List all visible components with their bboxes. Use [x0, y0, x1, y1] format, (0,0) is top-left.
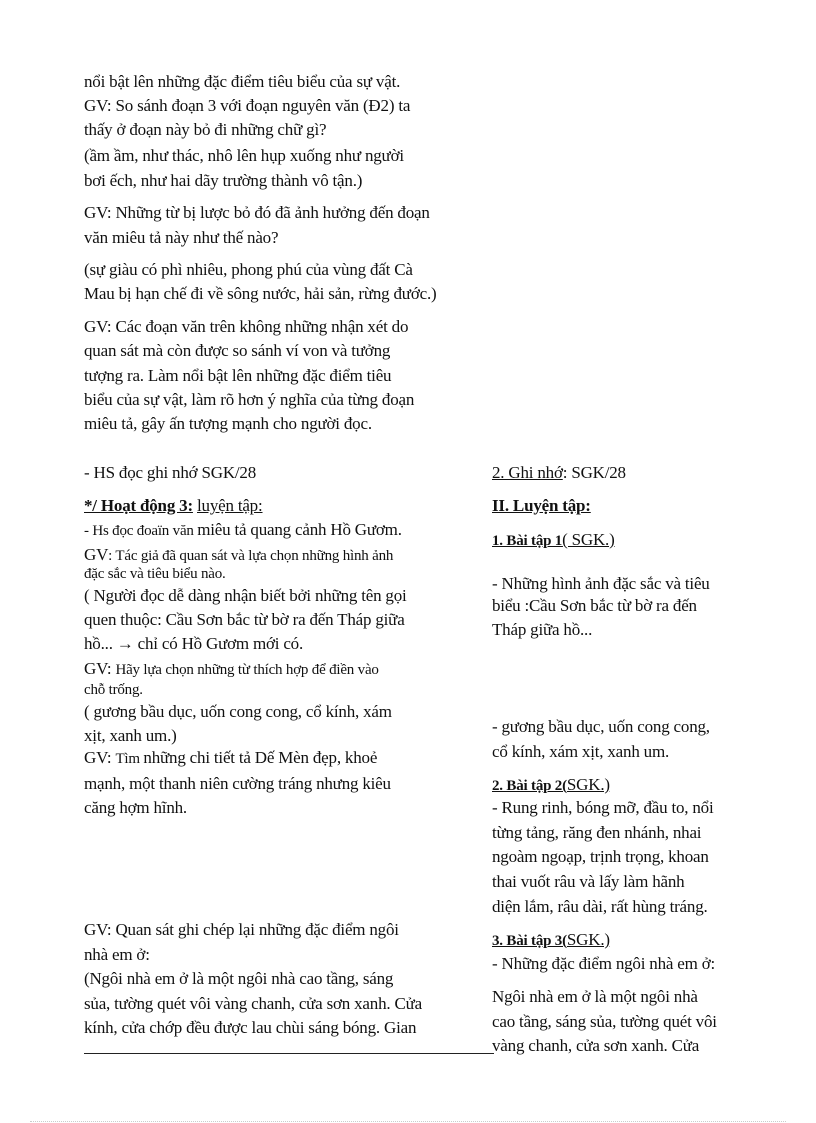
text-line: ( gương bầu dục, uốn cong cong, cổ kính, xám — [84, 702, 392, 721]
bt3-heading — [492, 930, 610, 951]
hoat-dong-prefix: */ Hoạt động 3: — [84, 496, 193, 515]
gv2-prefix: GV: — [84, 659, 116, 678]
text-line: nhà em ở: — [84, 945, 150, 964]
text-line: Tháp giữa hồ... — [492, 620, 593, 639]
text-line: GV: So sánh đoạn 3 với đoạn nguyên văn (Đ2) ta — [84, 96, 411, 115]
text-line: nổi bật lên những đặc điểm tiêu biểu của sự vật. — [84, 72, 401, 91]
bt3-sgk: SGK.) — [566, 930, 610, 949]
text-line: thấy ở đoạn này bỏ đi những chữ gì? — [84, 120, 327, 139]
gv3-mid: Tìm — [115, 751, 144, 767]
text-line: - Rung rinh, bóng mỡ, đầu to, nổi — [492, 798, 714, 817]
hoat-dong-title: luyện tập: — [197, 496, 263, 515]
text-line: Mau bị hạn chế đi về sông nước, hải sản, rừng đước.) — [84, 284, 437, 303]
hs-ghi-nho: - HS đọc ghi nhớ SGK/28 — [84, 463, 257, 482]
text-line: văn miêu tả này như thế nào? — [84, 228, 279, 247]
bt1-heading — [492, 530, 615, 551]
text-line: mạnh, một thanh niên cường tráng nhưng kiêu — [84, 774, 391, 793]
text-line: diện lắm, râu dài, rất hùng tráng. — [492, 897, 708, 916]
text-line: vàng chanh, cửa sơn xanh. Cửa — [492, 1036, 700, 1055]
bt1-sgk: ( SGK.) — [562, 530, 615, 549]
text-line: kính, cửa chớp đều được lau chùi sáng bóng. Gian — [84, 1018, 417, 1037]
footer-rule — [84, 1053, 494, 1054]
text-line: (ầm ầm, như thác, nhô lên hụp xuống như người — [84, 146, 404, 165]
gv2-rest: Hãy lựa chọn những từ thích hợp để điền vào — [115, 662, 379, 678]
bt2-label: 2. Bài tập 2( — [492, 778, 567, 794]
text-line: (sự giàu có phì nhiêu, phong phú của vùng đất Cà — [84, 260, 413, 279]
hs-doc-rest: miêu tả quang cảnh Hồ Gươm. — [197, 520, 402, 539]
text-line: căng hợm hĩnh. — [84, 798, 187, 817]
gv1-line2: đặc sắc và tiêu biểu nào. — [84, 566, 226, 582]
ghi-nho-line — [492, 463, 626, 483]
ghi-nho-rest: : SGK/28 — [562, 463, 626, 482]
gv2-line2: chỗ trống. — [84, 682, 143, 698]
text-line: bơi ếch, như hai dãy trường thành vô tận.) — [84, 171, 363, 190]
text-line: ( Người đọc dễ dàng nhận biết bởi những tên gọi — [84, 586, 407, 605]
text-line: cao tầng, sáng sủa, tường quét vôi — [492, 1012, 717, 1031]
gv1-prefix: GV — [84, 545, 109, 564]
hoat-dong-heading — [84, 496, 263, 516]
text-line: - Những hình ảnh đặc sắc và tiêu — [492, 574, 710, 593]
text-line: GV: Những từ bị lược bỏ đó đã ảnh hưởng đến đoạn — [84, 203, 430, 222]
gv3-rest: những chi tiết tả Dế Mèn đẹp, khoẻ — [143, 748, 378, 767]
text-line: GV: Quan sát ghi chép lại những đặc điểm ngôi — [84, 920, 399, 939]
text-line: hồ... → chỉ có Hồ Gươm mới có. — [84, 634, 304, 653]
hs-doc-line — [84, 520, 402, 541]
text-line: biểu :Cầu Sơn bắc từ bờ ra đến — [492, 596, 697, 615]
text-line: biểu của sự vật, làm rõ hơn ý nghĩa của từng đoạn — [84, 390, 415, 409]
text-line: miêu tả, gây ấn tượng mạnh cho người đọc. — [84, 414, 372, 433]
text-line: từng tảng, răng đen nhánh, nhai — [492, 823, 702, 842]
gv2-line — [84, 659, 379, 680]
bt2-sgk: SGK.) — [566, 775, 610, 794]
text-line: (Ngôi nhà em ở là một ngôi nhà cao tầng, sáng — [84, 969, 394, 988]
text-line: quan sát mà còn được so sánh ví von và tưởng — [84, 341, 391, 360]
ghi-nho-label: 2. Ghi nhớ — [492, 463, 563, 482]
gv3-prefix: GV: — [84, 748, 116, 767]
text-line: quen thuộc: Cầu Sơn bắc từ bờ ra đến Tháp giữa — [84, 610, 405, 629]
bt1-label: 1. Bài tập 1 — [492, 533, 563, 549]
text-line: thai vuốt râu và lấy làm hãnh — [492, 872, 685, 891]
text-line: Ngôi nhà em ở là một ngôi nhà — [492, 987, 698, 1006]
luyen-tap-heading: II. Luyện tập: — [492, 496, 591, 515]
bt3-label: 3. Bài tập 3( — [492, 933, 567, 949]
text-line: ngoàm ngoạp, trịnh trọng, khoan — [492, 847, 709, 866]
text-line: cổ kính, xám xịt, xanh um. — [492, 742, 670, 761]
gv1-line — [84, 545, 393, 566]
gv1-rest: : Tác giả đã quan sát và lựa chọn những hình ảnh — [108, 548, 394, 564]
bt2-heading — [492, 775, 610, 796]
text-line: - gương bầu dục, uốn cong cong, — [492, 717, 710, 736]
hs-doc-prefix: - Hs đọc đoaïn văn — [84, 523, 198, 539]
text-line: GV: Các đoạn văn trên không những nhận xét do — [84, 317, 409, 336]
page-bottom-border — [30, 1121, 786, 1122]
text-line: - Những đặc điểm ngôi nhà em ở: — [492, 954, 716, 973]
text-line: sủa, tường quét vôi vàng chanh, cửa sơn xanh. Cửa — [84, 994, 422, 1013]
text-line: xịt, xanh um.) — [84, 726, 177, 745]
gv3-line — [84, 748, 377, 769]
text-line: tượng ra. Làm nổi bật lên những đặc điểm tiêu — [84, 366, 392, 385]
